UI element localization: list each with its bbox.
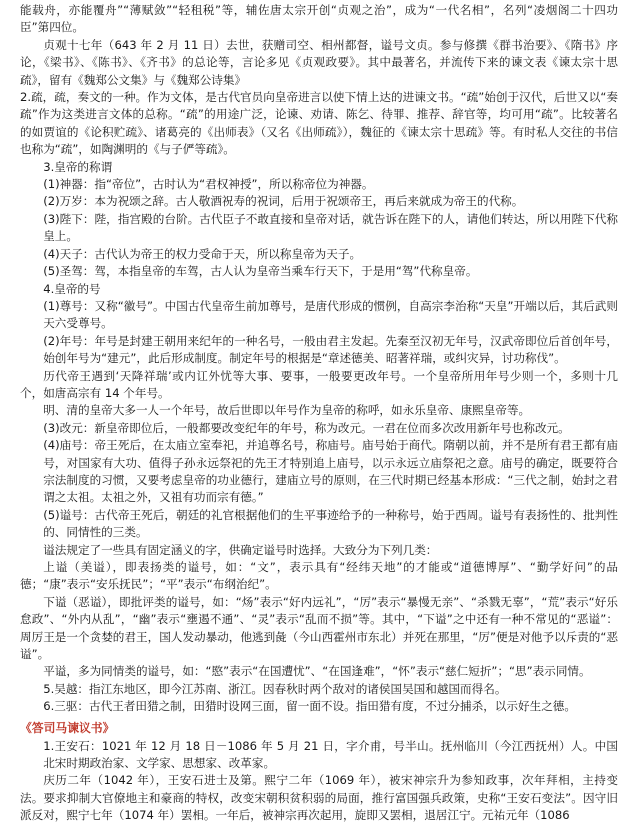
paragraph: 能载舟，亦能覆舟”“薄赋敛”“轻租税”等，辅佐唐太宗开创“贞观之治”，成为“一代名相”，名列“凌烟阁二十四功臣”第四位。 <box>20 3 618 35</box>
paragraph: 贞观十七年（643 年 2 月 11 日）去世，获赠司空、相州都督，谥号文贞。参与修撰《群书治要》、《隋书》序论，《梁书》、《陈书》、《齐书》的总论等，言论多见《贞观政要》。其中最著名，并流传下来的谏文表《谏太宗十思疏》，留有《魏郑公文集》与《魏郑公诗集》 <box>20 37 618 87</box>
paragraph: 4.皇帝的号 <box>43 281 101 296</box>
paragraph: (1)尊号：又称“徽号”。中国古代皇帝生前加尊号，是唐代形成的惯例，自高宗李治称“天皇”开端以后，其后武则天六受尊号。 <box>43 298 618 331</box>
paragraph: 6.三驱：古代王者田猎之制，田猎时设网三面，留一面不设。指田猎有度，不过分捕杀，以示好生之德。 <box>43 699 576 714</box>
notes-section-2 <box>20 738 618 825</box>
paragraph: 2.疏，疏，奏文的一种。作为文体，是古代官员向皇帝进言以使下情上达的进谏文书。“疏”始创于汉代，后世又以“奏疏”作为这类进言文体的总称。“疏”的用途广泛，论谏、劝请、陈乞、待罪、推荐、辞官等，均可用“疏”。比较著名的如贾谊的《论积贮疏》、诸葛亮的《出师表》（又名《出师疏》），魏征的《谏太宗十思疏》等。有时私人交往的书信也称为“疏”，如陶渊明的《与子俨等疏》。 <box>20 90 618 157</box>
paragraph: (4)庙号：帝王死后，在太庙立室奉祀，并追尊名号，称庙号。庙号始于商代。隋朝以前，并不是所有君王都有庙号，对国家有大功、值得子孙永远祭祀的先王才特别追上庙号，以示永远立庙祭祀之意。庙号的确定，既要符合宗法制度的习惯，又要考虑皇帝的功业德行，建庙立号的原则，在三代时期已经基本形成：“三代之制，始封之君谓之太祖。太祖之外，又祖有功而宗有德。” <box>43 438 618 505</box>
paragraph: (2)万岁：本为祝颂之辞。古人敬酒祝寿的祝词，后用于祝颂帝王，再后来就成为帝王的代称。 <box>43 194 524 209</box>
paragraph: 1.王安石：1021 年 12 月 18 日－1086 年 5 月 21 日，字介甫，号半山。抚州临川（今江西抚州）人。中国北宋时期政治家、文学家、思想家、改革家。 <box>43 738 618 771</box>
notes-section-1 <box>20 2 618 716</box>
paragraph: 平谥，多为同情类的谥号，如：“愍”表示“在国遭忧”、“在国逢难”，“怀”表示“慈仁短折”；“思”表示同情。 <box>43 664 591 679</box>
paragraph: (5)圣驾：驾，本指皇帝的车驾，古人认为皇帝当乘车行天下，于是用“驾”代称皇帝。 <box>43 264 478 279</box>
paragraph: 上谥（美谥），即表扬类的谥号，如：“文”，表示具有“经纬天地”的才能或“道德博厚”、“勤学好问”的品德；“康”表示“安乐抚民”；“平”表示“布纲治纪”。 <box>20 560 618 592</box>
paragraph: (3)陛下：陛，指宫殿的台阶。古代臣子不敢直接和皇帝对话，就告诉在陛下的人，请他们转达，所以用陛下代称皇上。 <box>43 211 618 244</box>
paragraph: 明、清的皇帝大多一人一个年号，故后世即以年号作为皇帝的称呼，如永乐皇帝、康熙皇帝等。 <box>43 403 531 418</box>
paragraph: 3.皇帝的称谓 <box>43 159 113 174</box>
paragraph: (4)天子：古代认为帝王的权力受命于天，所以称皇帝为天子。 <box>43 246 362 261</box>
paragraph: (1)神器：指“帝位”，古时认为“君权神授”，所以称帝位为神器。 <box>43 177 374 192</box>
section-heading: 《答司马谏议书》 <box>20 720 115 735</box>
paragraph: (2)年号：年号是封建王朝用来纪年的一种名号，一般由君主发起。先秦至汉初无年号，汉武帝即位后首创年号，始创年号为“建元”，此后形成制度。制定年号的根据是“章述德美、昭著祥瑞，或纠灾异，讨功称伐”。 <box>43 333 618 366</box>
paragraph: 谥法规定了一些具有固定涵义的字，供确定谥号时选择。大致分为下列几类： <box>43 542 438 557</box>
paragraph: (5)谥号：古代帝王死后，朝廷的礼官根据他们的生平事迹给予的一种称号，始于西周。谥号有表扬性的、批判性的、同情性的三类。 <box>43 507 618 540</box>
paragraph: 下谥（恶谥），即批评类的谥号，如：“炀”表示“好内远礼”，“厉”表示“暴慢无亲”、“杀戮无辜”，“荒”表示“好乐怠政”、“外内从乱”，“幽”表示“壅遏不通”、“灵”表示“乱而不损”等。其中，“下谥”之中还有一种不常见的“恶谥”：周厉王是一个贪婪的君王，国人发动暴动，他逃到彘（今山西霍州市东北）并死在那里，“厉”便是对他予以斥责的“恶谥”。 <box>20 594 618 662</box>
paragraph: (3)改元：新皇帝即位后，一般都要改变纪年的年号，称为改元。一君在位而多次改用新年号也称改元。 <box>43 420 570 435</box>
paragraph: 历代帝王遇到‘天降祥瑞’或内讧外忧等大事、要事，一般要更改年号。一个皇帝所用年号少则一个，多则十几个，如唐高宗有 14 个年号。 <box>20 368 618 400</box>
paragraph: 5.吴越：指江东地区，即今江苏南、浙江。因春秋时两个敌对的诸侯国吴国和越国而得名。 <box>43 681 507 696</box>
paragraph: 庆历二年（1042 年），王安石进士及第。熙宁二年（1069 年），被宋神宗升为参知政事，次年拜相，主持变法。要求抑制大官僚地主和豪商的特权，改变宋朝积贫积弱的局面，推行富国强兵政策，史称“王安石变法”。因守旧派反对，熙宁七年（1074 年）罢相。一年后，被神宗再次起用，旋即又罢相，退居江宁。元祐元年（1086 <box>20 773 618 823</box>
